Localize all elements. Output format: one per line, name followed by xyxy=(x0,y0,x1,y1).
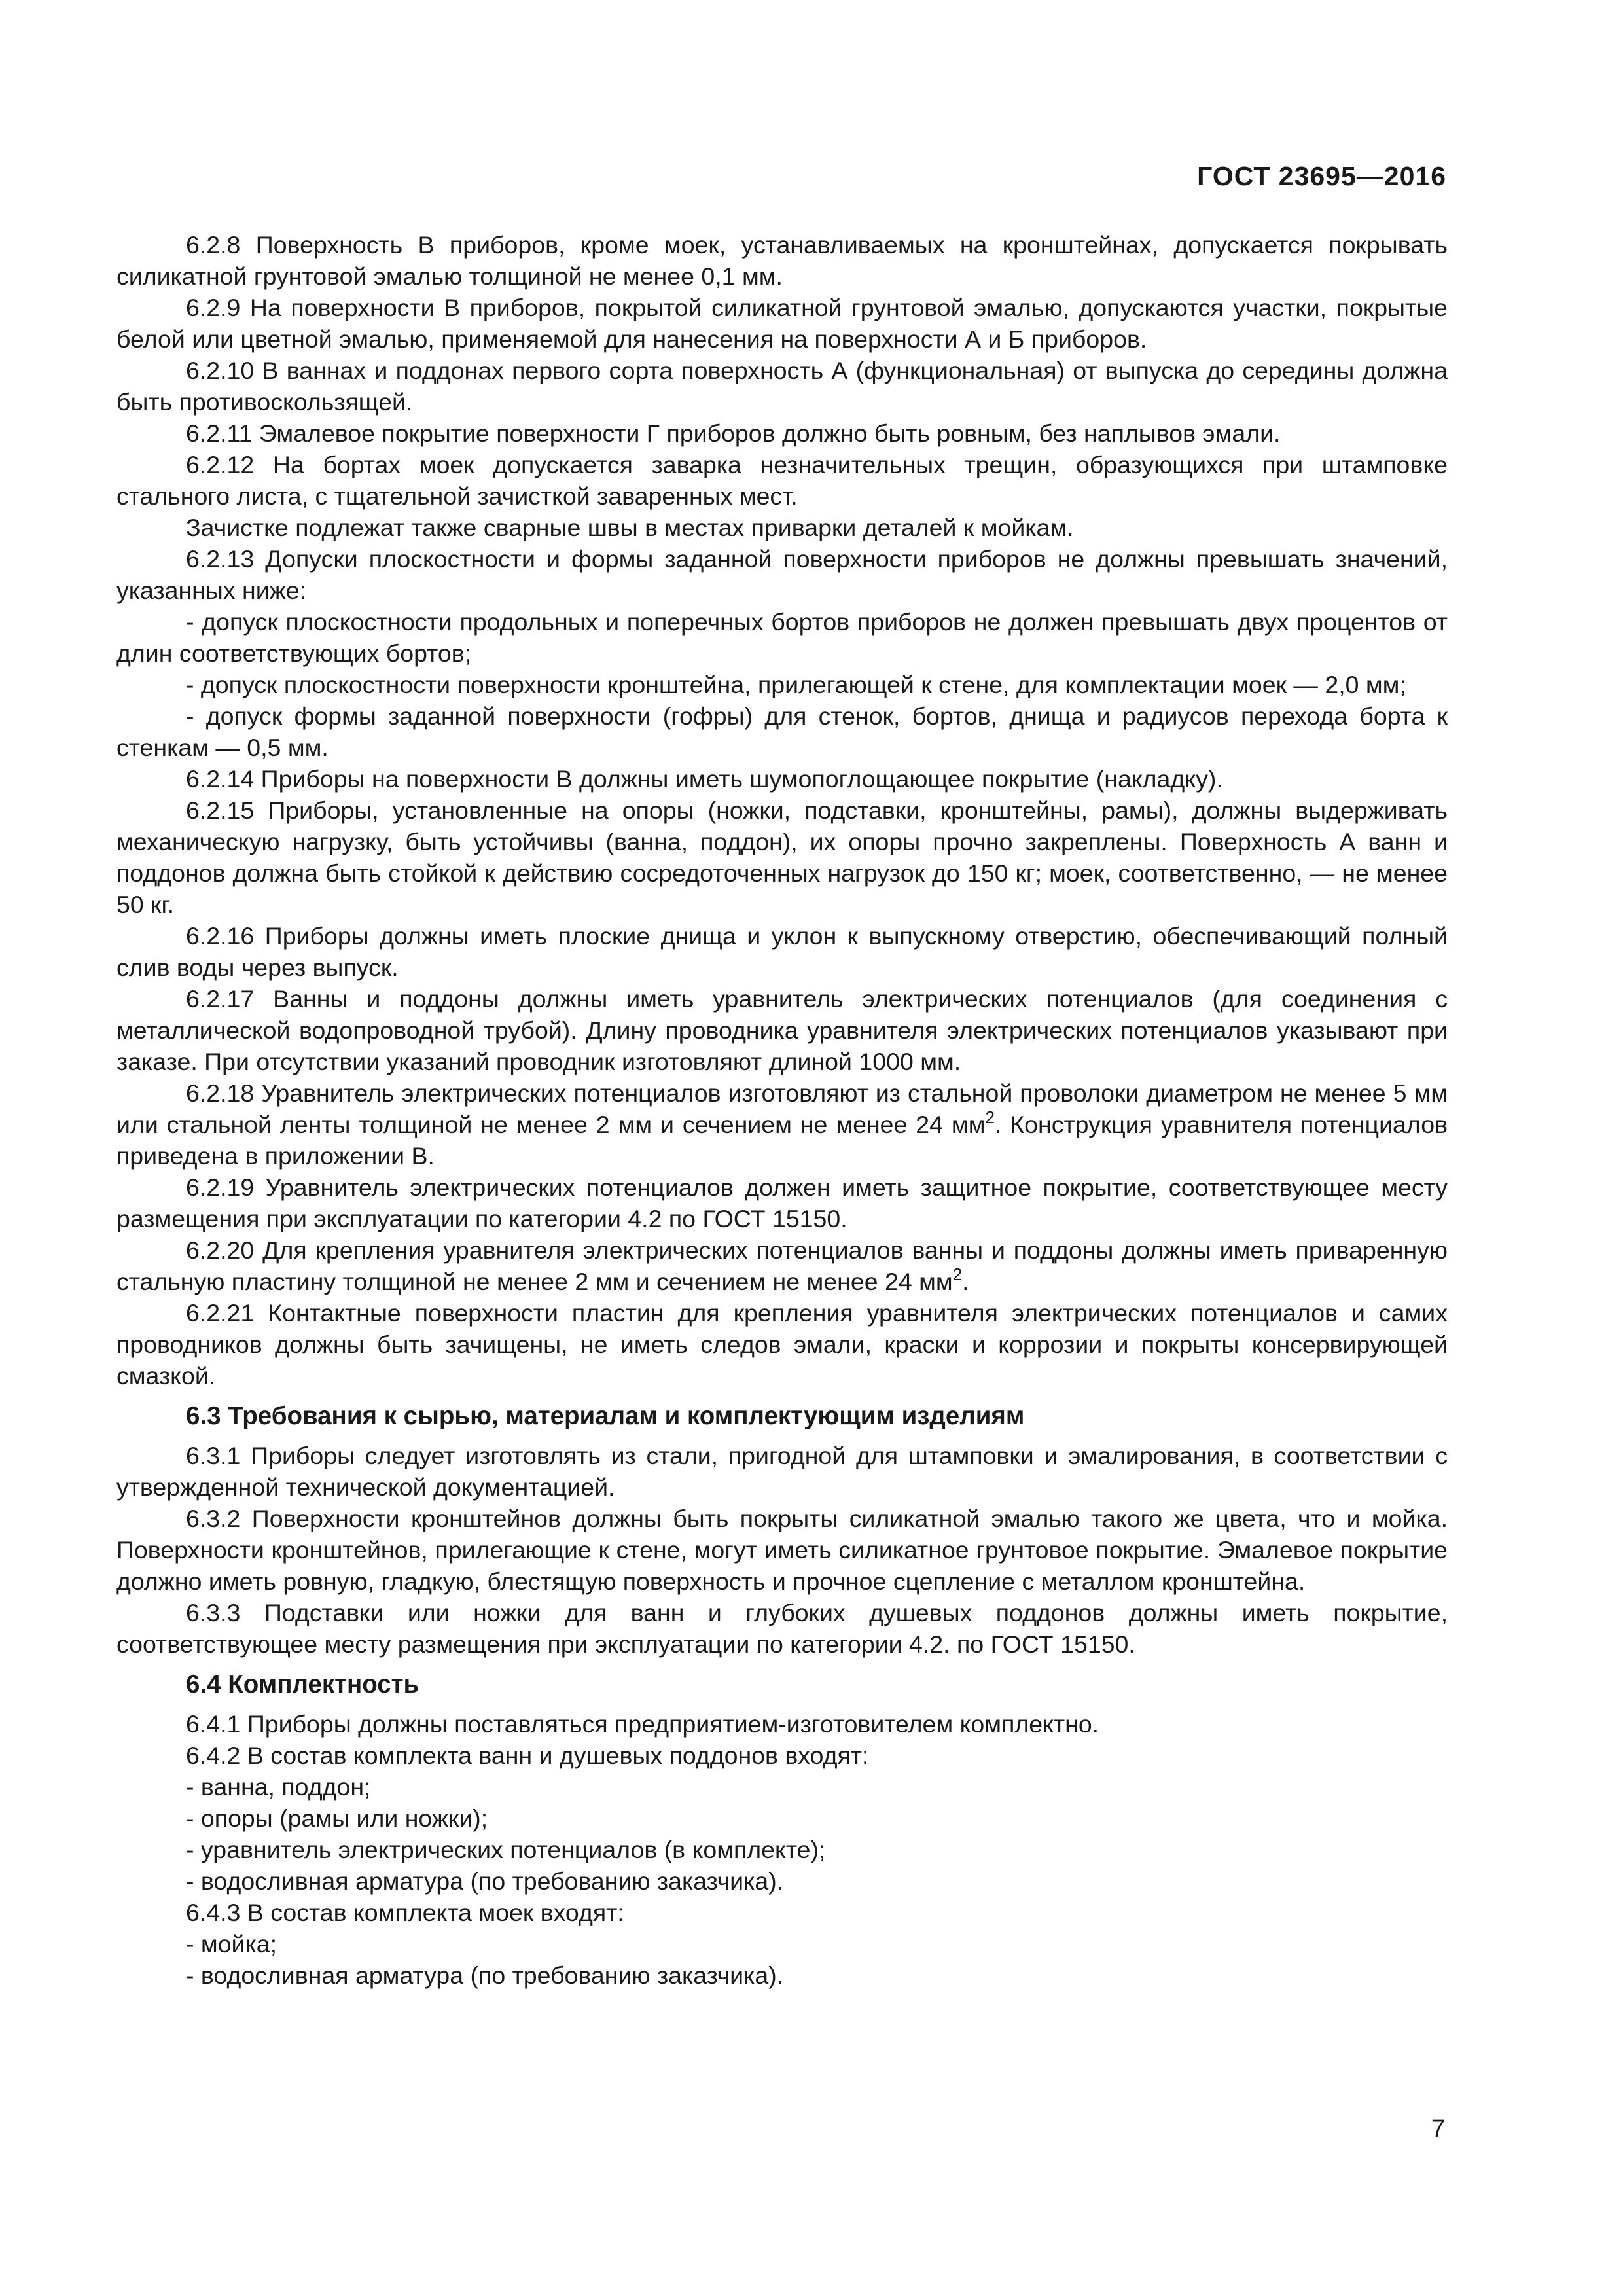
paragraph-6-3-3: 6.3.3 Подставки или ножки для ванн и глубоких душевых поддонов должны иметь покрытие, соответствующее месту размещения при эксплуатации по категории 4.2. по ГОСТ 15150. xyxy=(116,1599,1448,1658)
list-item: - ванна, поддон; xyxy=(186,1773,371,1801)
paragraph-6-2-11: 6.2.11 Эмалевое покрытие поверхности Г приборов должно быть ровным, без наплывов эмали. xyxy=(186,420,1281,447)
list-item: - мойка; xyxy=(186,1930,277,1958)
list-item: - допуск плоскостности продольных и поперечных бортов приборов не должен превышать двух процентов от длин соответствующих бортов; xyxy=(116,608,1448,667)
list-item: - допуск плоскостности поверхности кронштейна, прилегающей к стене, для комплектации моек — 2,0 мм; xyxy=(186,671,1406,698)
superscript: 2 xyxy=(985,1107,995,1127)
paragraph-6-3-1: 6.3.1 Приборы следует изготовлять из стали, пригодной для штамповки и эмалирования, в соответствии с утвержденной технической документацией. xyxy=(116,1442,1448,1501)
paragraph-6-2-19: 6.2.19 Уравнитель электрических потенциалов должен иметь защитное покрытие, соответствующее месту размещения при эксплуатации по категории 4.2 по ГОСТ 15150. xyxy=(116,1174,1448,1232)
paragraph-6-2-20 xyxy=(116,1234,1448,1297)
paragraph-6-2-20-text-b: . xyxy=(962,1268,969,1295)
paragraph-6-2-21: 6.2.21 Контактные поверхности пластин для крепления уравнителя электрических потенциалов и самих проводников должны быть зачищены, не иметь следов эмали, краски и коррозии и покрыты консервирующей смазкой. xyxy=(116,1299,1448,1390)
paragraph-6-2-12-note: Зачистке подлежат также сварные швы в местах приварки деталей к мойкам. xyxy=(186,514,1074,541)
superscript: 2 xyxy=(952,1265,963,1284)
paragraph-6-2-17: 6.2.17 Ванны и поддоны должны иметь уравнитель электрических потенциалов (для соединения с металлической водопроводной трубой). Длину проводника уравнителя электрических потенциалов указывают при заказе. При отсутствии указаний проводник изготовляют длиной 1000 мм. xyxy=(116,985,1448,1075)
paragraph-6-2-12: 6.2.12 На бортах моек допускается заварка незначительных трещин, образующихся при штамповке стального листа, с тщательной зачисткой заваренных мест. xyxy=(116,451,1448,510)
document-body xyxy=(116,229,1448,1991)
paragraph-6-2-8: 6.2.8 Поверхность В приборов, кроме моек, устанавливаемых на кронштейнах, допускается покрывать силикатной грунтовой эмалью толщиной не менее 0,1 мм. xyxy=(116,231,1448,290)
paragraph-6-2-10: 6.2.10 В ваннах и поддонах первого сорта поверхность А (функциональная) от выпуска до середины должна быть противоскользящей. xyxy=(116,357,1448,416)
list-item: - водосливная арматура (по требованию заказчика). xyxy=(186,1867,784,1895)
section-heading-6-3: 6.3 Требования к сырью, материалам и комплектующим изделиям xyxy=(186,1402,1025,1430)
paragraph-6-2-15: 6.2.15 Приборы, установленные на опоры (ножки, подставки, кронштейны, рамы), должны выдерживать механическую нагрузку, быть устойчивы (ванна, поддон), их опоры прочно закреплены. Поверхность А ванн и поддонов должна быть стойкой к действию сосредоточенных нагрузок до 150 кг; моек, соответственно, — не менее 50 кг. xyxy=(116,797,1448,918)
paragraph-6-2-9: 6.2.9 На поверхности В приборов, покрытой силикатной грунтовой эмалью, допускаются участки, покрытые белой или цветной эмалью, применяемой для нанесения на поверхности А и Б приборов. xyxy=(116,294,1448,353)
list-item: - уравнитель электрических потенциалов (в комплекте); xyxy=(186,1836,826,1863)
paragraph-6-3-2: 6.3.2 Поверхности кронштейнов должны быть покрыты силикатной эмалью такого же цвета, что и мойка. Поверхности кронштейнов, прилегающие к стене, могут иметь силикатное грунтовое покрытие. Эмалевое покрытие должно иметь ровную, гладкую, блестящую поверхность и прочное сцепление с металлом кронштейна. xyxy=(116,1505,1448,1595)
paragraph-6-2-18-text-b: . Конструкция уравнителя потенциалов приведена в приложении В. xyxy=(116,1111,1448,1170)
page-number: 7 xyxy=(1431,2115,1445,2143)
document-header: ГОСТ 23695—2016 xyxy=(1197,161,1446,191)
paragraph-6-2-16: 6.2.16 Приборы должны иметь плоские днища и уклон к выпускному отверстию, обеспечивающий полный слив воды через выпуск. xyxy=(116,922,1448,981)
list-item: - водосливная арматура (по требованию заказчика). xyxy=(186,1962,784,1989)
paragraph-6-2-18-text-a: 6.2.18 Уравнитель электрических потенциалов изготовляют из стальной проволоки диаметром не менее 5 мм или стальной ленты толщиной не менее 2 мм и сечением не менее 24 мм xyxy=(116,1079,1448,1138)
list-item: - опоры (рамы или ножки); xyxy=(186,1804,488,1832)
paragraph-6-4-2: 6.4.2 В состав комплекта ванн и душевых поддонов входят: xyxy=(186,1742,869,1769)
paragraph-6-2-13: 6.2.13 Допуски плоскостности и формы заданной поверхности приборов не должны превышать значений, указанных ниже: xyxy=(116,545,1448,604)
paragraph-6-2-20-text-a: 6.2.20 Для крепления уравнителя электрических потенциалов ванны и поддоны должны иметь приваренную стальную пластину толщиной не менее 2 мм и сечением не менее 24 мм xyxy=(116,1236,1448,1295)
paragraph-6-2-14: 6.2.14 Приборы на поверхности В должны иметь шумопоглощающее покрытие (накладку). xyxy=(186,765,1223,793)
section-heading-6-4: 6.4 Комплектность xyxy=(186,1670,419,1698)
list-item: - допуск формы заданной поверхности (гофры) для стенок, бортов, днища и радиусов перехода борта к стенкам — 0,5 мм. xyxy=(116,702,1448,761)
paragraph-6-4-3: 6.4.3 В состав комплекта моек входят: xyxy=(186,1899,624,1926)
paragraph-6-2-18 xyxy=(116,1077,1448,1172)
paragraph-6-4-1: 6.4.1 Приборы должны поставляться предприятием-изготовителем комплектно. xyxy=(186,1710,1099,1738)
